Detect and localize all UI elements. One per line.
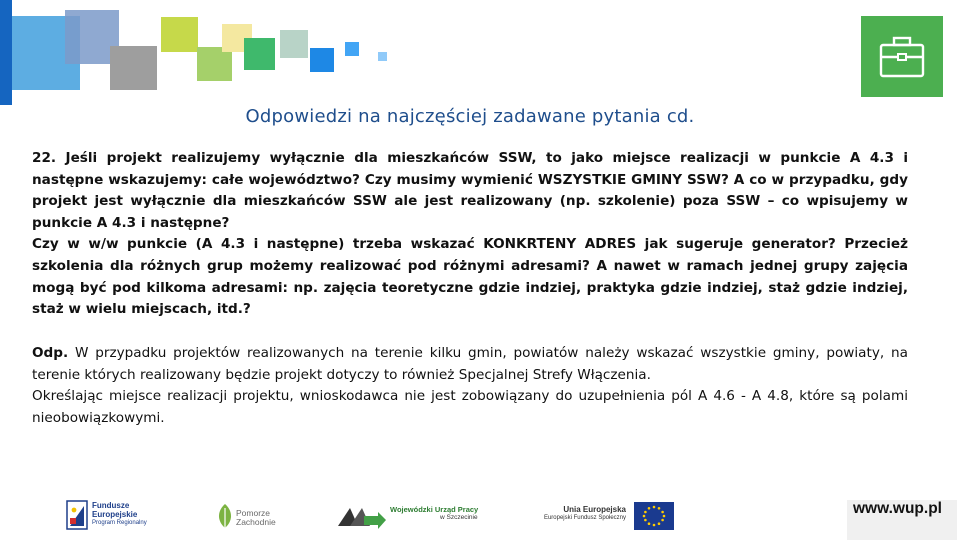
decor-square	[110, 46, 157, 90]
wup-emblem-icon	[336, 500, 386, 532]
decor-square	[378, 52, 387, 61]
briefcase-icon	[861, 16, 943, 97]
answer-block	[32, 343, 908, 429]
decor-square	[161, 17, 198, 52]
logo-fundusze-europejskie	[66, 498, 156, 534]
slide-title: Odpowiedzi na najczęściej zadawane pytania cd.	[245, 106, 695, 127]
logo-pomorze-zachodnie	[214, 502, 284, 532]
website-url[interactable]: www.wup.pl	[847, 500, 957, 540]
answer-paragraph: Określając miejsce realizacji projektu, wnioskodawca nie jest zobowiązany do uzupełnienia pól A 4.6 - A 4.8, które są polami nieobowiązkowymi.	[32, 388, 908, 426]
ue-line1: Unia Europejska	[563, 505, 626, 514]
pomorze-leaf-icon	[214, 502, 236, 530]
decor-square	[310, 48, 334, 72]
fe-line3: Program Regionalny	[92, 520, 147, 526]
pomorze-line2: Zachodnie	[236, 517, 276, 527]
pomorze-line1: Pomorze	[236, 508, 271, 518]
wup-line2: w Szczecinie	[440, 514, 478, 521]
section-badge	[861, 16, 943, 97]
decor-square	[280, 30, 308, 58]
footer-logos	[0, 490, 960, 540]
decor-square	[197, 47, 232, 81]
eu-flag-icon	[634, 502, 674, 530]
decor-square	[345, 42, 359, 56]
decor-square	[244, 38, 275, 70]
logo-wup-szczecin	[336, 500, 482, 532]
answer-label: Odp.	[32, 345, 69, 361]
fe-line2: Europejskie	[92, 510, 138, 519]
fe-line1: Fundusze	[92, 501, 130, 510]
ue-line2: Europejski Fundusz Społeczny	[543, 515, 626, 521]
wup-line1: Wojewódzki Urząd Pracy	[390, 505, 479, 514]
logo-unia-europejska	[540, 500, 676, 532]
question-paragraph: Czy w w/w punkcie (A 4.3 i następne) trzeba wskazać KONKRTENY ADRES jak sugeruje generator? Przecież szkolenia dla różnych grup możemy realizować pod różnymi adresami? A nawet w ramach jednej grupy zajęcia mogą być pod kilkoma adresami: np. zajęcia teoretyczne gdzie indziej, praktyka gdzie indziej, staż gdzie indziej, staż w wielu miejscach, itd.?	[32, 236, 908, 318]
answer-text: W przypadku projektów realizowanych na terenie kilku gmin, powiatów należy wskazać wszystkie gminy, powiaty, na terenie których realizowany będzie projekt dotyczy to również Specjalnej Strefy Włączenia.	[32, 345, 908, 383]
decor-square	[0, 0, 12, 105]
fe-emblem-icon	[66, 500, 88, 530]
answer-paragraph	[32, 343, 908, 386]
question-block	[32, 148, 908, 321]
question-paragraph: 22. Jeśli projekt realizujemy wyłącznie dla mieszkańców SSW, to jako miejsce realizacji w punkcie A 4.3 i następne wskazujemy: całe województwo? Czy musimy wymienić WSZYSTKIE GMINY SSW? A co w przypadku, gdy projekt jest wyłącznie dla mieszkańców SSW ale jest realizowany (np. szkolenie) poza SSW – co wpisujemy w punkcie A 4.3 i następne?	[32, 150, 908, 231]
